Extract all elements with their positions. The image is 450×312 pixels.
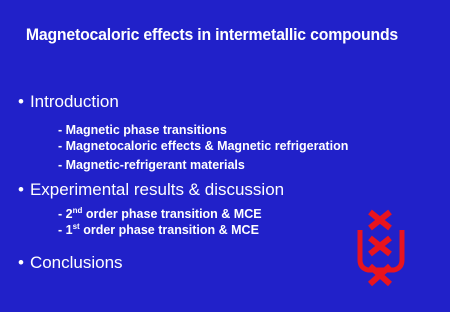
bullet-dot-icon: •	[18, 253, 24, 272]
bullet-conclusions: • Conclusions	[18, 253, 123, 272]
bullet-introduction: • Introduction	[18, 92, 119, 111]
bullet-experimental: • Experimental results & discussion	[18, 180, 285, 199]
sub-item: - Magnetic phase transitions	[58, 123, 227, 137]
bullet-dot-icon: •	[18, 92, 24, 111]
bullet-dot-icon: •	[18, 180, 24, 199]
sub-item: - 2nd order phase transition & MCE	[58, 206, 262, 222]
sub-item: - 1st order phase transition & MCE	[58, 222, 259, 238]
slide-title: Magnetocaloric effects in intermetallic compounds	[25, 25, 399, 44]
sub-item: - Magnetocaloric effects & Magnetic refrigeration	[58, 139, 349, 153]
sub-item: - Magnetic-refrigerant materials	[58, 158, 245, 172]
university-crosses-logo-icon	[356, 208, 406, 290]
